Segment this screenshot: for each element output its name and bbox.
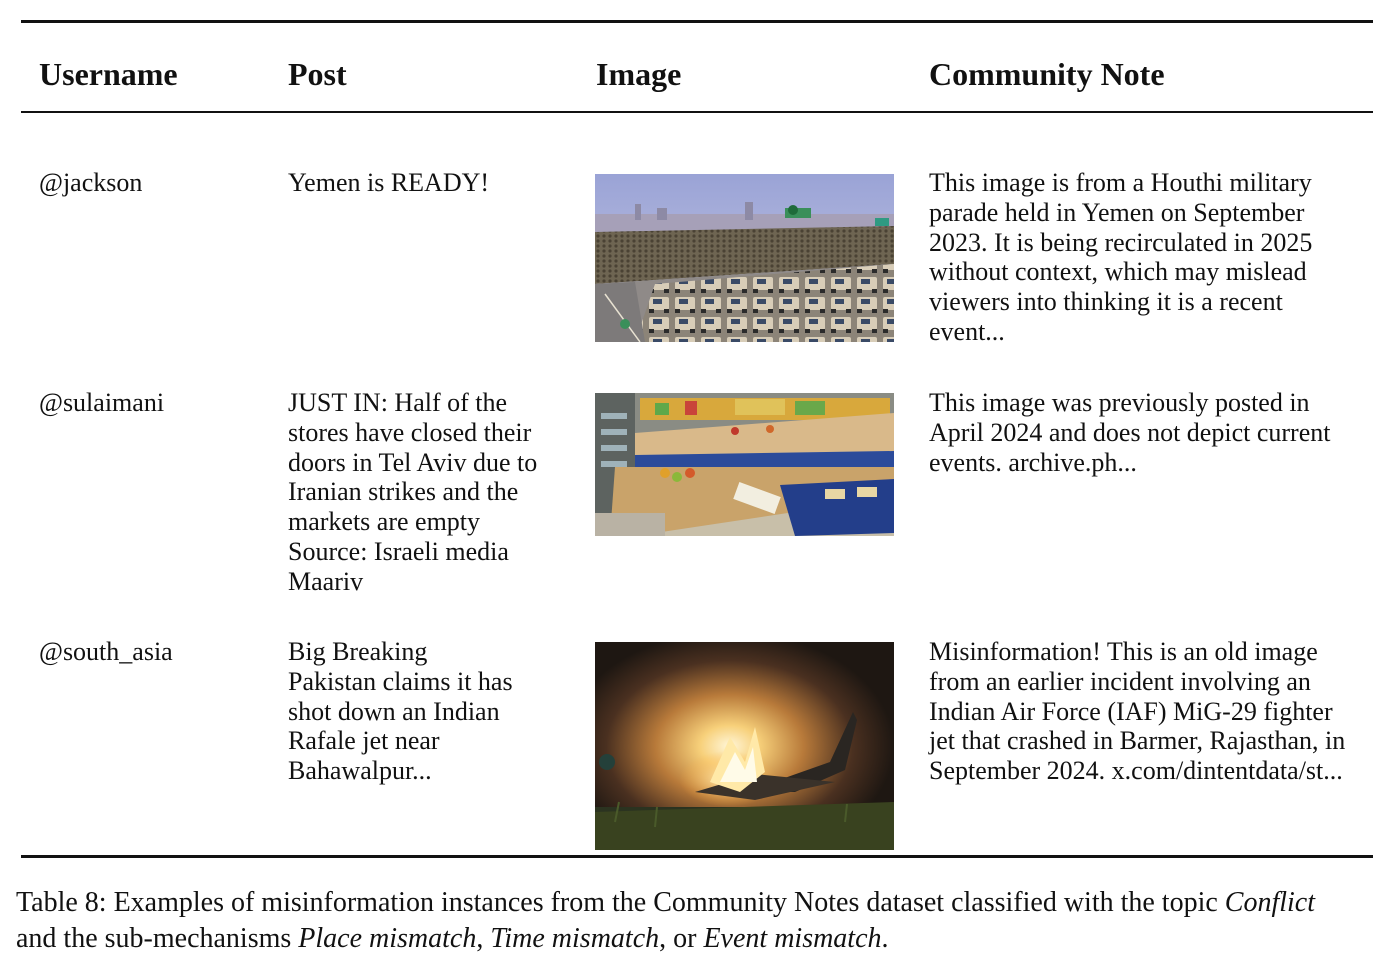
caption-text: and the sub-mechanisms	[16, 923, 299, 954]
military-parade-image	[595, 174, 894, 342]
post-cell	[288, 168, 489, 198]
post-line: Source: Israeli media	[288, 536, 509, 566]
post-line: markets are empty	[288, 507, 481, 537]
post-line: stores have closed their	[288, 417, 532, 447]
note-line: April 2024 and does not depict current	[929, 417, 1331, 447]
username-cell: @sulaimani	[39, 388, 165, 417]
community-note-cell	[929, 168, 1312, 347]
table-bottom-rule	[21, 855, 1373, 858]
post-cell	[288, 637, 513, 786]
header-community-note: Community Note	[929, 56, 1165, 92]
header-image: Image	[596, 56, 682, 92]
note-line: event...	[929, 316, 1005, 346]
caption-text: Table 8: Examples of misinformation instances from the Community Notes dataset classified with the topic	[16, 887, 1225, 918]
post-line: Bahawalpur...	[288, 756, 432, 786]
post-line: Iranian strikes and the	[288, 477, 519, 507]
note-line: Misinformation! This is an old image	[929, 637, 1318, 666]
table-caption	[16, 885, 1386, 957]
note-line: This image was previously posted in	[929, 388, 1310, 417]
community-note-cell	[929, 637, 1345, 786]
caption-line-2	[16, 921, 1386, 957]
note-line: jet that crashed in Barmer, Rajasthan, in	[929, 726, 1346, 756]
caption-end: .	[881, 923, 889, 954]
table-header-rule	[21, 111, 1373, 113]
post-line: Yemen is READY!	[288, 168, 490, 197]
community-note-cell	[929, 388, 1330, 477]
empty-market-shelves-image	[595, 393, 894, 536]
note-line: events. archive.ph...	[929, 447, 1137, 477]
note-line: Indian Air Force (IAF) MiG-29 fighter	[929, 696, 1333, 726]
caption-separator: ,	[476, 923, 491, 954]
header-username: Username	[39, 56, 178, 92]
username-cell: @jackson	[39, 168, 143, 197]
header-post: Post	[288, 56, 347, 92]
post-line: Big Breaking	[288, 637, 428, 666]
post-line: JUST IN: Half of the	[288, 388, 508, 417]
caption-topic: Conflict	[1224, 887, 1316, 918]
post-line: Pakistan claims it has	[288, 666, 513, 696]
note-line: without context, which may mislead	[929, 257, 1307, 287]
post-line: shot down an Indian	[288, 696, 500, 726]
caption-mechanism: Event mismatch	[703, 923, 882, 954]
note-line: parade held in Yemen on September	[929, 197, 1305, 227]
note-line: September 2024. x.com/dintentdata/st...	[929, 756, 1343, 786]
post-line: Maariv	[288, 566, 364, 596]
caption-mechanism: Time mismatch	[490, 923, 660, 954]
burning-jet-wreck-image	[595, 642, 894, 850]
post-line: Rafale jet near	[288, 726, 440, 756]
username-cell: @south_asia	[39, 637, 173, 666]
note-line: 2023. It is being recirculated in 2025	[929, 227, 1313, 257]
post-line: doors in Tel Aviv due to	[288, 447, 538, 477]
post-cell	[288, 388, 537, 597]
note-line: This image is from a Houthi military	[929, 168, 1312, 197]
caption-mechanism: Place mismatch	[298, 923, 477, 954]
note-line: from an earlier incident involving an	[929, 666, 1311, 696]
caption-line-1	[16, 885, 1386, 921]
note-line: viewers into thinking it is a recent	[929, 287, 1283, 317]
caption-separator: , or	[659, 923, 704, 954]
table-top-rule	[21, 20, 1373, 23]
